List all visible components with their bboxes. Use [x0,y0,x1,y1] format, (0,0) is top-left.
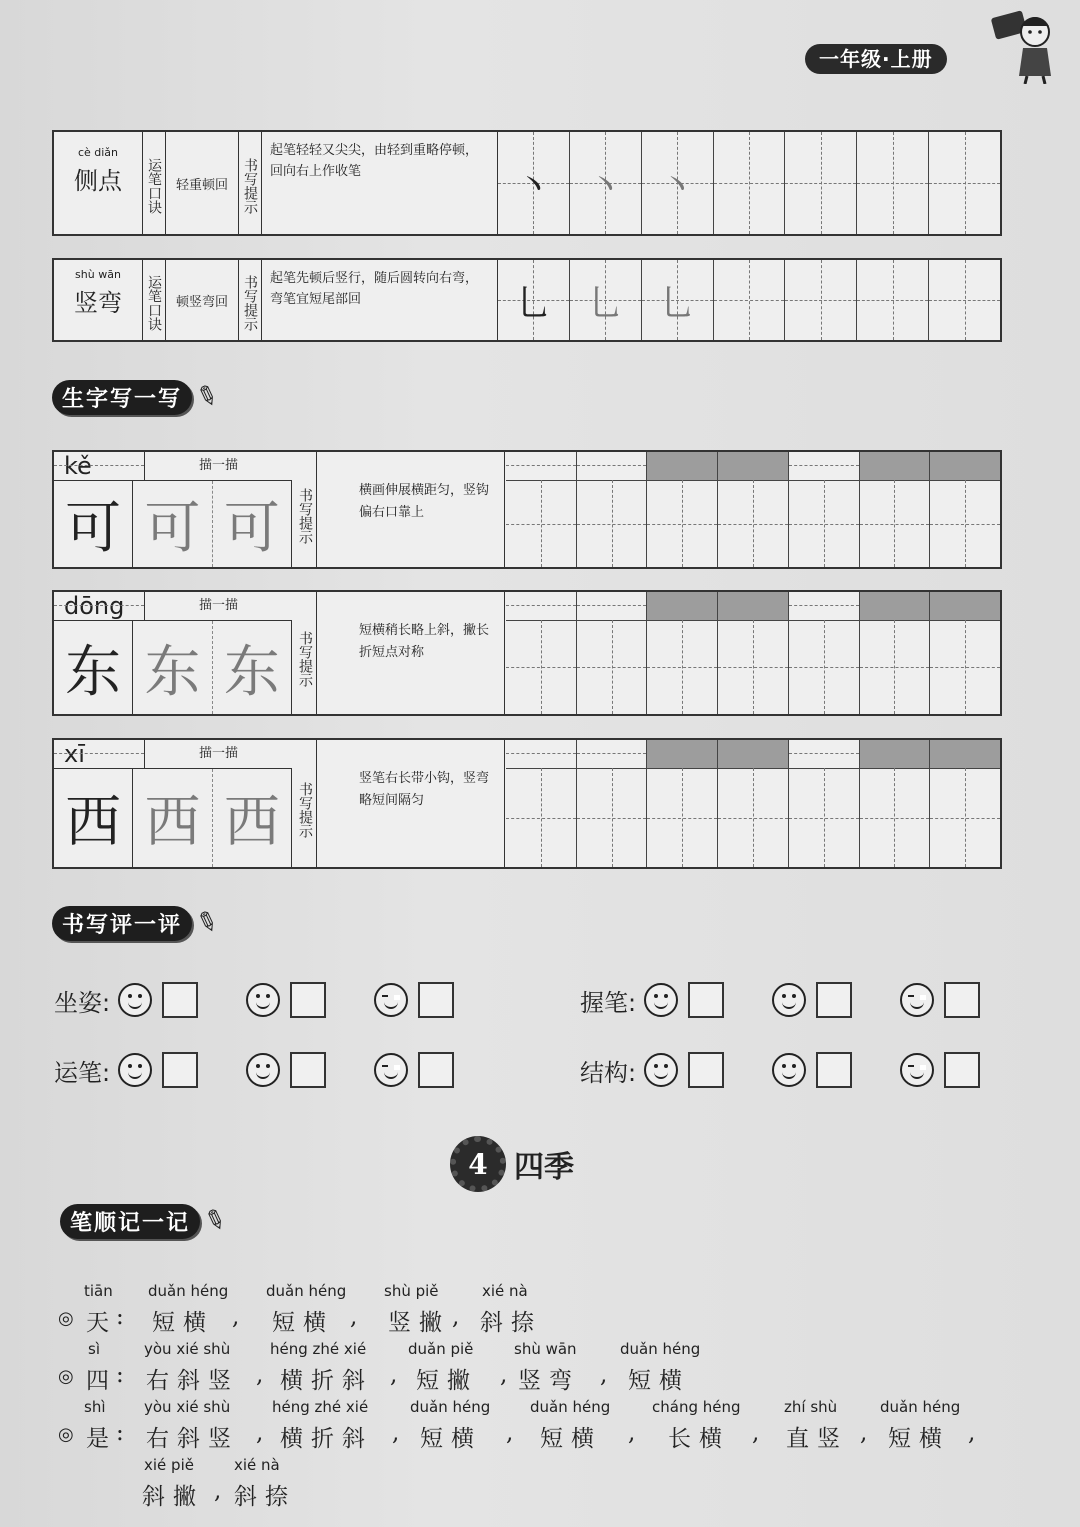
trace-label: 描一描 [198,598,238,613]
stroke-pinyin: duǎn piě [408,1340,474,1358]
stroke-name: 短横 [540,1426,602,1452]
smile-face-icon [118,983,152,1017]
koujue-text: 顿竖弯回 [166,260,239,340]
rating-checkbox[interactable] [418,982,454,1018]
stroke-pinyin: héng zhé xié [270,1340,367,1358]
eval-row-grip [580,980,980,1020]
girl-mascot-icon [985,4,1065,84]
practice-cell[interactable] [647,740,718,867]
smile-face-icon [644,1053,678,1087]
practice-cell[interactable] [498,132,570,234]
comma: , [452,1304,468,1330]
practice-cell[interactable] [577,592,648,714]
char-model: 东 [54,621,133,714]
comma: , [256,1362,272,1388]
tip-label: 书写提示 [294,592,317,714]
char-pinyin: dōng [54,592,145,620]
practice-cell[interactable] [718,452,789,567]
grade-badge: 一年级·上册 [805,44,947,74]
practice-cell[interactable] [718,592,789,714]
practice-cell[interactable] [718,740,789,867]
rating-checkbox[interactable] [162,1052,198,1088]
stroke-name: 竖弯 [518,1368,580,1394]
koujue-label: 运笔口诀 [143,260,166,340]
stroke-pinyin: duǎn héng [410,1398,491,1416]
eval-row-movement [54,1050,494,1090]
stroke-name: 竖弯 [74,289,122,317]
koujue-text: 轻重顿回 [166,132,239,234]
stroke-pinyin: duǎn héng [880,1398,961,1416]
stroke-pinyin: duǎn héng [530,1398,611,1416]
smile-face-icon [118,1053,152,1087]
char-samples [54,621,292,714]
char-trace[interactable]: 可 [213,481,292,567]
stroke-name: 竖撇 [388,1310,450,1336]
comma: , [214,1478,230,1504]
rating-checkbox[interactable] [816,982,852,1018]
char-samples [54,481,292,567]
char-trace[interactable]: 西 [213,769,292,867]
comma: , [500,1362,516,1388]
lesson-number: 4 [450,1136,506,1192]
tip-label: 书写提示 [294,452,317,567]
stroke-name: 右斜竖 [146,1426,239,1452]
section-title: 生字写一写 [52,380,192,415]
practice-cell[interactable] [506,592,577,714]
stroke-name: 斜捺 [234,1484,296,1510]
char-practice-grid [506,592,1000,714]
section-title: 书写评一评 [52,906,192,941]
stroke-sample: 丶 [659,165,696,207]
stroke-tip: 起笔先顿后竖行，随后圆转向右弯，弯笔宜短尾部回 [262,260,498,340]
practice-cell[interactable] [857,132,929,234]
stroke-name-cell [54,132,143,234]
bullet-icon: ◎ [58,1308,74,1329]
practice-cell[interactable] [714,260,786,340]
stroke-order-char: 四 [86,1368,117,1394]
rating-checkbox[interactable] [816,1052,852,1088]
stroke-sample: 乚 [587,282,624,324]
colon: : [116,1304,132,1330]
stroke-name: 长横 [668,1426,730,1452]
practice-cell[interactable] [860,592,931,714]
rating-checkbox[interactable] [944,982,980,1018]
eval-label: 运笔: [54,1058,111,1087]
eval-label: 坐姿: [54,988,111,1017]
colon: : [116,1420,132,1446]
stroke-table-cedian [52,130,1002,236]
char-table-ke [52,450,1002,569]
rating-checkbox[interactable] [290,982,326,1018]
eval-label: 握笔: [580,988,637,1017]
stroke-pinyin: duǎn héng [266,1282,347,1300]
practice-cell[interactable] [577,740,648,867]
comma: , [628,1420,644,1446]
eval-row-structure [580,1050,980,1090]
tip-label: 书写提示 [294,740,317,867]
practice-cell[interactable] [789,740,860,867]
stroke-name: 短横 [152,1310,214,1336]
char-tip: 短横稍长略上斜，撇长折短点对称 [317,592,505,714]
char-samples [54,769,292,867]
closed-eyes-face-icon [900,983,934,1017]
stroke-pinyin: shù wān [514,1340,577,1358]
practice-cell[interactable] [785,132,857,234]
stroke-pinyin: cè diǎn [77,146,119,159]
trace-label: 描一描 [198,746,238,761]
rating-checkbox[interactable] [688,982,724,1018]
practice-cell[interactable] [857,260,929,340]
comma: , [752,1420,768,1446]
stroke-order-char: 天 [86,1310,117,1336]
practice-cell[interactable] [785,260,857,340]
stroke-pinyin: duǎn héng [620,1340,701,1358]
practice-cell[interactable] [860,740,931,867]
smile-face-icon [772,1053,806,1087]
practice-cell[interactable] [570,132,642,234]
stroke-name: 横折斜 [280,1426,373,1452]
smile-face-icon [772,983,806,1017]
stroke-name: 短横 [272,1310,334,1336]
smile-face-icon [246,1053,280,1087]
rating-checkbox[interactable] [688,1052,724,1088]
stroke-name: 斜撇 [142,1484,204,1510]
section-header-write [52,379,223,415]
char-pinyin: shì [84,1398,106,1416]
practice-cell[interactable] [647,452,718,567]
practice-cell[interactable] [642,260,714,340]
stroke-name-cell [54,260,143,340]
pen-icon: ✎ [199,1203,231,1239]
stroke-pinyin: xié nà [234,1456,280,1474]
rating-checkbox[interactable] [944,1052,980,1088]
pen-icon: ✎ [191,905,223,941]
eval-row-posture [54,980,494,1020]
char-pinyin: tiān [84,1282,113,1300]
stroke-sample: 丶 [587,165,624,207]
practice-cell[interactable] [714,132,786,234]
comma: , [256,1420,272,1446]
closed-eyes-face-icon [900,1053,934,1087]
char-practice-grid [506,740,1000,867]
pen-icon: ✎ [191,379,223,415]
comma: , [232,1304,248,1330]
rating-checkbox[interactable] [290,1052,326,1088]
colon: : [116,1362,132,1388]
stroke-pinyin: shù piě [384,1282,439,1300]
practice-cell[interactable] [642,132,714,234]
char-trace[interactable]: 东 [213,621,292,714]
stroke-tip: 起笔轻轻又尖尖，由轻到重略停顿，回向右上作收笔 [262,132,498,234]
stroke-pinyin: xié nà [482,1282,528,1300]
stroke-pinyin: cháng héng [652,1398,741,1416]
stroke-sample: 乚 [659,282,696,324]
stroke-name: 横折斜 [280,1368,373,1394]
practice-cell[interactable] [506,452,577,567]
char-table-dong [52,590,1002,716]
practice-cell[interactable] [570,260,642,340]
trace-label: 描一描 [198,458,238,473]
stroke-sample: 乚 [515,282,552,324]
closed-eyes-face-icon [374,1053,408,1087]
practice-cell[interactable] [930,592,1000,714]
char-table-xi [52,738,1002,869]
tip-label: 书写提示 [239,132,262,234]
lesson-title: 四季 [514,1150,574,1185]
lesson-title-block [450,1136,574,1192]
comma: , [350,1304,366,1330]
char-tip: 横画伸展横距匀，竖钩偏右口靠上 [317,452,505,567]
stroke-order-char: 是 [86,1426,117,1452]
stroke-name: 右斜竖 [146,1368,239,1394]
section-header-evaluate [52,905,223,941]
stroke-pinyin: yòu xié shù [144,1340,231,1358]
bullet-icon: ◎ [58,1424,74,1445]
practice-grid [498,132,1000,234]
practice-cell[interactable] [930,740,1000,867]
char-pinyin: sì [88,1340,100,1358]
practice-cell[interactable] [789,452,860,567]
stroke-name: 直竖 [786,1426,848,1452]
closed-eyes-face-icon [374,983,408,1017]
char-pinyin: kě [54,452,145,480]
char-trace[interactable]: 可 [133,481,212,567]
tip-label: 书写提示 [239,260,262,340]
char-practice-grid [506,452,1000,567]
char-header [54,452,292,481]
rating-checkbox[interactable] [162,982,198,1018]
char-model: 可 [54,481,133,567]
stroke-pinyin: zhí shù [784,1398,838,1416]
stroke-name: 短撇 [416,1368,478,1394]
bullet-icon: ◎ [58,1366,74,1387]
stroke-name: 斜捺 [480,1310,542,1336]
stroke-pinyin: yòu xié shù [144,1398,231,1416]
stroke-pinyin: shù wān [75,268,121,281]
practice-cell[interactable] [647,592,718,714]
char-header [54,592,292,621]
stroke-name: 短横 [628,1368,690,1394]
smile-face-icon [644,983,678,1017]
practice-grid [498,260,1000,340]
comma: , [392,1420,408,1446]
comma: , [506,1420,522,1446]
practice-cell[interactable] [577,452,648,567]
rating-checkbox[interactable] [418,1052,454,1088]
stroke-table-shuwan [52,258,1002,342]
char-tip: 竖笔右长带小钩，竖弯略短间隔匀 [317,740,505,867]
stroke-name: 侧点 [74,167,122,195]
comma: , [968,1420,984,1446]
char-pinyin: xī [54,740,145,768]
stroke-name: 短横 [420,1426,482,1452]
char-trace[interactable]: 东 [133,621,212,714]
practice-cell[interactable] [929,132,1000,234]
practice-cell[interactable] [929,260,1000,340]
stroke-pinyin: duǎn héng [148,1282,229,1300]
practice-cell[interactable] [860,452,931,567]
char-header [54,740,292,769]
stroke-name: 短横 [888,1426,950,1452]
smile-face-icon [246,983,280,1017]
comma: , [600,1362,616,1388]
char-model: 西 [54,769,133,867]
section-title: 笔顺记一记 [60,1204,200,1239]
stroke-sample: 丶 [515,165,552,207]
practice-cell[interactable] [506,740,577,867]
practice-cell[interactable] [930,452,1000,567]
section-header-stroke-order [60,1203,231,1239]
comma: , [390,1362,406,1388]
practice-cell[interactable] [498,260,570,340]
koujue-label: 运笔口诀 [143,132,166,234]
char-trace[interactable]: 西 [133,769,212,867]
eval-label: 结构: [580,1058,637,1087]
stroke-pinyin: xié piě [144,1456,194,1474]
stroke-pinyin: héng zhé xié [272,1398,369,1416]
comma: , [860,1420,876,1446]
practice-cell[interactable] [789,592,860,714]
